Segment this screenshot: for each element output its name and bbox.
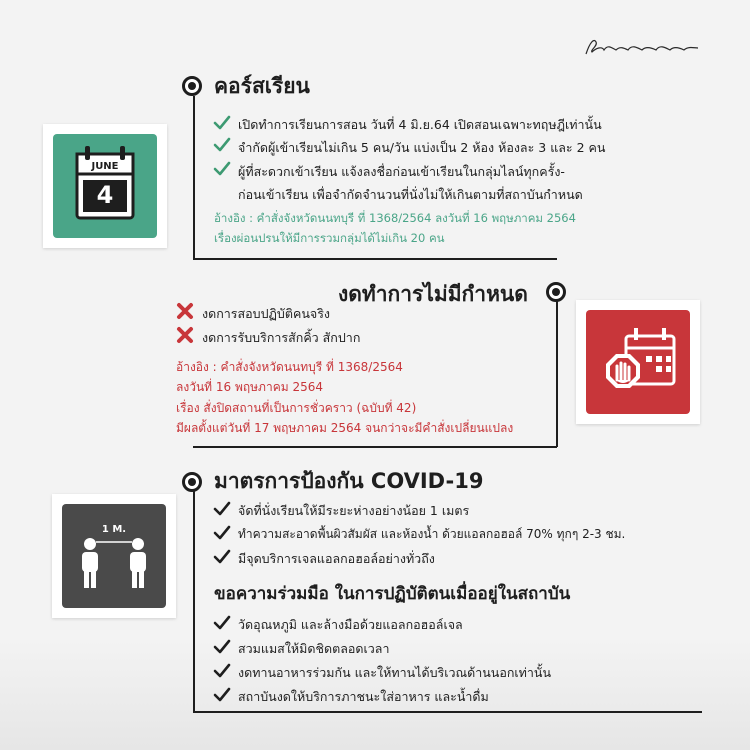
check-icon [213,662,231,680]
covid-measure-item: มีจุดบริการเจลแอลกอฮอล์อย่างทั่วถึง [238,551,435,566]
section-title-course: คอร์สเรียน [214,74,310,98]
brand-signature [582,36,702,58]
covid-measure-item: จัดที่นั่งเรียนให้มีระยะห่างอย่างน้อย 1 เมตร [238,503,470,518]
brand-logo [582,36,702,58]
suspended-reference: เรื่อง สั่งปิดสถานที่เป็นการชั่วคราว (ฉบับที่ 42) [176,401,417,415]
course-reference: เรื่องผ่อนปรนให้มีการรวมกลุ่มได้ไม่เกิน 20 คน [214,231,445,245]
course-item: จำกัดผู้เข้าเรียนไม่เกิน 5 คน/วัน แบ่งเป็น 2 ห้อง ห้องละ 3 และ 2 คน [238,140,606,155]
timeline-line [193,480,195,712]
stop-calendar-icon [586,310,690,414]
course-item-continued: ก่อนเข้าเรียน เพื่อจำกัดจำนวนที่นั่งไม่ให้เกินตามที่สถาบันกำหนด [238,187,583,202]
covid-measure-item: ทำความสะอาดพื้นผิวสัมผัส และห้องน้ำ ด้วยแอลกอฮอล์ 70% ทุกๆ 2-3 ชม. [238,527,626,541]
timeline-bullet [182,472,202,492]
timeline-line [193,711,702,713]
cross-icon [175,301,195,321]
course-item: เปิดทำการเรียนการสอน วันที่ 4 มิ.ย.64 เปิดสอนเฉพาะทฤษฎีเท่านั้น [238,117,602,132]
suspended-reference: มีผลตั้งแต่วันที่ 17 พฤษภาคม 2564 จนกว่าจะมีคำสั่งเปลี่ยนแปลง [176,421,514,435]
section-title-covid: มาตรการป้องกัน COVID-19 [214,469,484,493]
timeline-bullet [546,282,566,302]
timeline-line [556,290,558,447]
section-title-cooperation: ขอความร่วมมือ ในการปฏิบัติตนเมื่ออยู่ในสถาบัน [214,584,571,604]
check-icon [213,114,231,132]
cooperation-item: วัดอุณหภูมิ และล้างมือด้วยแอลกอฮอล์เจล [238,617,463,632]
suspended-item: งดการรับบริการสักคิ้ว สักปาก [202,330,361,345]
cooperation-item: สถาบันงดให้บริการภาชนะใส่อาหาร และน้ำดื่ม [238,689,489,704]
suspended-reference: อ้างอิง : คำสั่งจังหวัดนนทบุรี ที่ 1368/2564 [176,360,403,374]
suspended-item: งดการสอบปฏิบัติคนจริง [202,306,331,321]
course-item: ผู้ที่สะดวกเข้าเรียน แจ้งลงชื่อก่อนเข้าเรียนในกลุ่มไลน์ทุกครั้ง- [238,164,565,179]
distance-label: 1 M. [101,524,127,535]
check-icon [213,160,231,178]
calendar-card-bg [53,134,157,238]
check-icon [213,136,231,154]
check-icon [213,686,231,704]
cooperation-item: สวมแมสให้มิดชิดตลอดเวลา [238,641,390,656]
check-icon [213,638,231,656]
timeline-line [193,258,557,260]
suspended-reference: ลงวันที่ 16 พฤษภาคม 2564 [176,380,323,394]
check-icon [213,548,231,566]
course-reference: อ้างอิง : คำสั่งจังหวัดนนทบุรี ที่ 1368/2564 ลงวันที่ 16 พฤษภาคม 2564 [214,211,576,225]
timeline-bullet [182,76,202,96]
section-title-suspended: งดทำการไม่มีกำหนด [338,282,528,306]
timeline-line [193,96,195,260]
calendar-month: JUNE [91,161,119,172]
distance-card [52,494,176,618]
social-distance-icon [62,504,166,608]
stop-card-bg [586,310,690,414]
calendar-day: 4 [96,181,114,209]
check-icon [213,500,231,518]
calendar-card [43,124,167,248]
check-icon [213,524,231,542]
distance-card-bg [62,504,166,608]
cooperation-item: งดทานอาหารร่วมกัน และให้ทานได้บริเวณด้านนอกเท่านั้น [238,665,552,680]
stop-calendar-card [576,300,700,424]
timeline-line [193,446,557,448]
check-icon [213,614,231,632]
cross-icon [175,325,195,345]
